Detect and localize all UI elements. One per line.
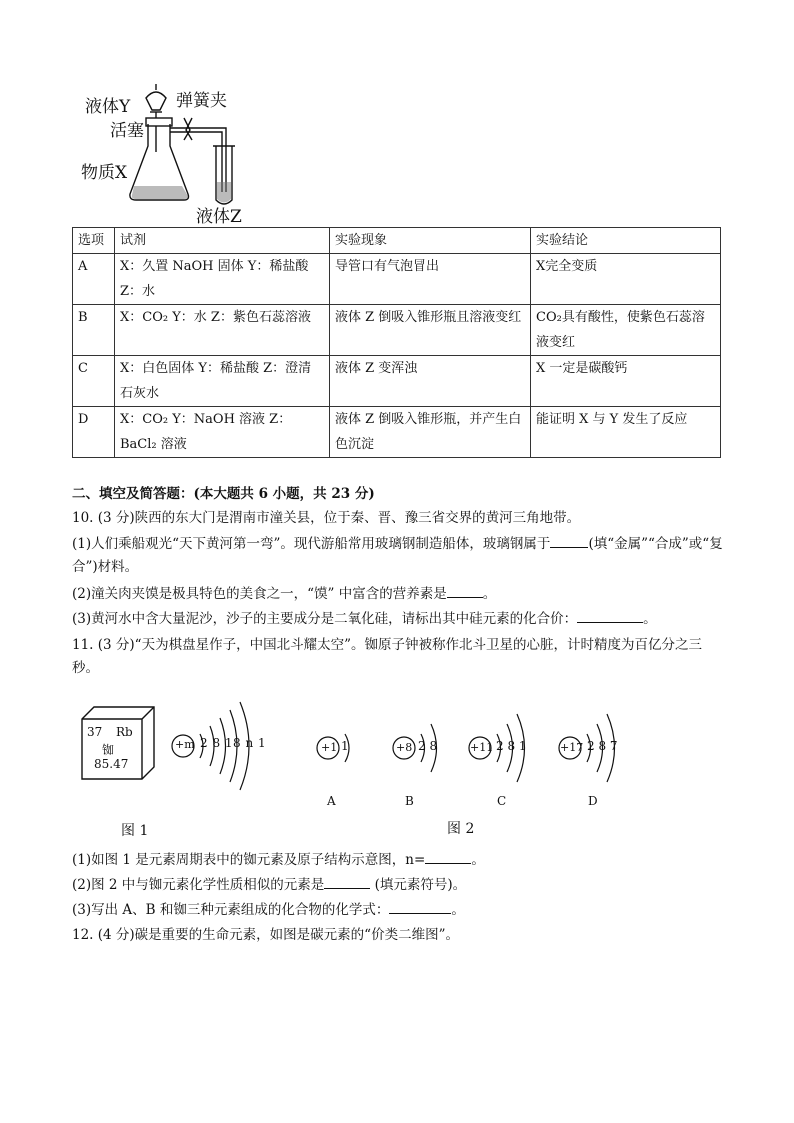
q11-p2-text-b: (填元素符号)。 [370,877,467,893]
phenomenon-cell: 液体 Z 倒吸入锥形瓶且溶液变红 [330,305,531,356]
option-letter: A [73,254,115,305]
table-row [73,356,721,407]
phenomenon-cell: 液体 Z 倒吸入锥形瓶，并产生白色沉淀 [330,407,531,458]
answer-blank[interactable] [577,608,643,623]
q11-p2-text-a: (2)图 2 中与铷元素化学性质相似的元素是 [72,877,325,893]
question-10-stem: 10. (3 分)陕西的东大门是渭南市潼关县，位于秦、晋、豫三省交界的黄河三角地带。 [72,510,581,526]
atom-c-letter: C [497,794,507,808]
q10-p3-text-a: (3)黄河水中含大量泥沙，沙子的主要成分是二氧化硅，请标出其中硅元素的化合价： [72,611,578,627]
label-stopcock: 活塞 [110,121,144,141]
label-substance-x: 物质X [81,163,128,183]
question-12-stem: 12. (4 分)碳是重要的生命元素，如图是碳元素的“价类二维图”。 [72,927,459,943]
q10-p2-text-b: 。 [482,586,497,602]
section-heading: 二、填空及简答题：(本大题共 6 小题，共 23 分) [72,486,375,502]
header-phenomenon: 实验现象 [330,228,531,254]
question-11-part-3 [72,898,724,923]
atom-b-shells: 2 8 [418,739,438,753]
reagents-cell: X：白色固体 Y：稀盐酸 Z：澄清石灰水 [115,356,330,407]
answer-blank[interactable] [425,849,471,864]
question-11-part-1 [72,848,724,873]
atom-a-shells: 1 [341,739,349,753]
q11-p1-text-a: (1)如图 1 是元素周期表中的铷元素及原子结构示意图，n= [72,852,426,868]
atom-a-nucleus: +1 [321,741,338,754]
q10-p3-text-b: 。 [643,611,657,627]
table-row [73,305,721,356]
conclusion-cell: X完全变质 [531,254,721,305]
answer-blank[interactable] [324,874,370,889]
phenomenon-cell: 导管口有气泡冒出 [330,254,531,305]
conclusion-cell: X 一定是碳酸钙 [531,356,721,407]
atom-c-shells: 2 8 1 [496,739,527,753]
header-option: 选项 [73,228,115,254]
table-header-row [73,228,721,254]
table-row [73,407,721,458]
atom-d-letter: D [588,794,598,808]
q10-p1-text-a: (1)人们乘船观光“天下黄河第一弯”。现代游船常用玻璃钢制造船体，玻璃钢属于 [72,536,551,552]
question-11-part-2 [72,873,724,898]
answer-blank[interactable] [447,583,483,598]
answer-blank[interactable] [550,533,588,548]
options-table [72,227,721,458]
element-name: 铷 [102,743,115,757]
option-letter: D [73,407,115,458]
q11-p3-text-a: (3)写出 A、B 和铷三种元素组成的化合物的化学式： [72,902,390,918]
label-liquid-y: 液体Y [85,97,131,117]
rb-nucleus: +m [175,738,195,751]
rb-shells: 2 8 18 n 1 [200,736,267,750]
element-box [80,705,150,775]
atom-b-nucleus: +8 [396,741,413,754]
atom-b-letter: B [405,794,414,808]
conclusion-cell: CO₂具有酸性，使紫色石蕊溶液变红 [531,305,721,356]
option-letter: B [73,305,115,356]
conclusion-cell: 能证明 X 与 Y 发生了反应 [531,407,721,458]
atomic-mass: 85.47 [94,757,129,771]
atomic-number: 37 [87,725,103,739]
figure-1-label: 图 1 [121,823,149,839]
header-conclusion: 实验结论 [531,228,721,254]
q11-p3-text-b: 。 [451,902,465,918]
label-liquid-z: 液体Z [196,207,242,227]
answer-blank[interactable] [389,899,451,914]
option-letter: C [73,356,115,407]
reagents-cell: X：CO₂ Y：NaOH 溶液 Z：BaCl₂ 溶液 [115,407,330,458]
question-10-part-3 [72,608,724,630]
phenomenon-cell: 液体 Z 变浑浊 [330,356,531,407]
question-10-part-2 [72,583,724,605]
header-reagents: 试剂 [115,228,330,254]
q11-p1-text-b: 。 [471,852,485,868]
q10-p2-text-a: (2)潼关肉夹馍是极具特色的美食之一，“馍” 中富含的营养素是 [72,586,447,602]
element-symbol: Rb [116,725,133,739]
atom-c-nucleus: +11 [470,741,494,754]
reagents-cell: X：久置 NaOH 固体 Y：稀盐酸 Z：水 [115,254,330,305]
q10-p1-text-b: (填“金属”“合成”或“复合”)材料。 [72,536,723,575]
reagents-cell: X：CO₂ Y：水 Z：紫色石蕊溶液 [115,305,330,356]
table-row [73,254,721,305]
atom-d-nucleus: +17 [560,741,584,754]
figure-2-label: 图 2 [447,821,475,837]
question-10-part-1 [72,533,724,579]
label-spring-clip: 弹簧夹 [176,91,227,111]
atom-a-letter: A [327,794,336,808]
question-11-stem: 11. (3 分)“天为棋盘星作子，中国北斗耀太空”。铷原子钟被称作北斗卫星的心脏，计时精度为百亿分之三秒。 [72,637,702,676]
atom-d-shells: 2 8 7 [587,739,618,753]
